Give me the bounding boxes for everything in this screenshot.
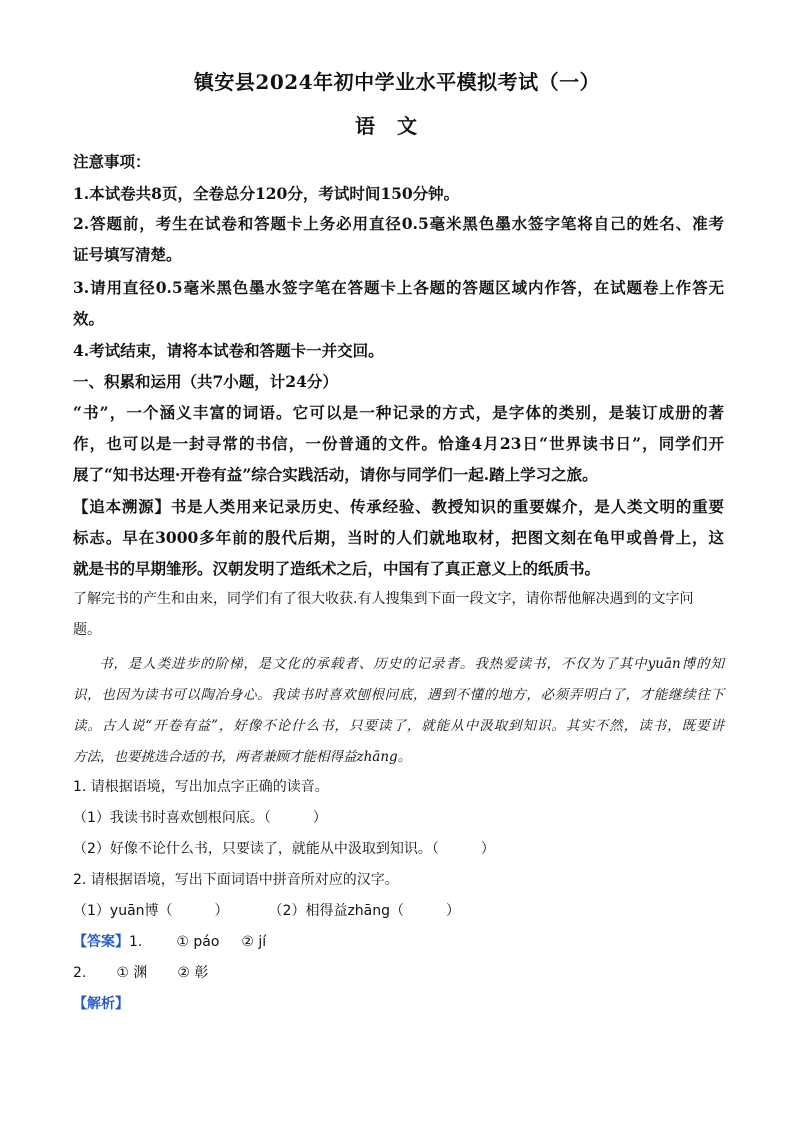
subject-title: 语文: [355, 114, 439, 138]
trace-line-2: 标志。早在3000多年前的殷代后期，当时的人们就地取材，把图文刻在龟甲或兽骨上，这: [73, 528, 724, 547]
section-heading: 一、积累和运用（共7小题，计24分）: [73, 372, 338, 391]
answer-2-part-b: ② 彰: [177, 965, 209, 981]
notice-item-2-line-1: 2.答题前，考生在试卷和答题卡上务必用直径0.5毫米黑色墨水签字笔将自己的姓名、准考: [73, 214, 724, 233]
intro-line-3: 展了“知书达理·开卷有益”综合实践活动，请你与同学们一起.踏上学习之旅。: [73, 465, 598, 484]
task-line-2: 题。: [73, 622, 101, 638]
answer-2-number: 2.: [73, 965, 87, 981]
answer-1-part-a: ① páo: [176, 934, 220, 950]
answer-row-2: [73, 962, 724, 982]
notice-item-2-line-2: 证号填写清楚。: [73, 245, 182, 264]
question-2-sub-1: （1）yuān博（ ）: [73, 903, 229, 919]
trace-line-1: 【追本溯源】书是人类用来记录历史、传承经验、教授知识的重要媒介，是人类文明的重要: [73, 497, 724, 516]
answer-2-part-a: ① 渊: [116, 965, 148, 981]
analysis-label: 【解析】: [73, 996, 129, 1012]
question-1-sub-2: （2）好像不论什么书，只要读了，就能从中汲取到知识。（ ）: [73, 841, 495, 857]
notice-item-3-line-1: 3.请用直径0.5毫米黑色墨水签字笔在答题卡上各题的答题区域内作答，在试题卷上作答无: [73, 278, 724, 297]
notice-heading: 注意事项：: [73, 152, 151, 171]
answer-1-part-b: ② jí: [241, 934, 267, 950]
answer-1-number: 1.: [129, 934, 143, 950]
passage-line-3: 读。古人说“开卷有益”，好像不论什么书，只要读了，就能从中汲取到知识。其实不然，读书，既要讲: [73, 718, 724, 734]
question-2-sub-2: （2）相得益zhāng（ ）: [268, 903, 460, 919]
passage-line-4: 方法，也要挑选合适的书，两者兼顾才能相得益zhāng。: [73, 749, 412, 765]
analysis-row: [73, 993, 724, 1013]
trace-line-3: 就是书的早期雏形。汉朝发明了造纸术之后，中国有了真正意义上的纸质书。: [73, 559, 601, 578]
answer-label: 【答案】: [73, 934, 129, 950]
question-2-subs: [73, 900, 724, 920]
question-1-sub-1: （1）我读书时喜欢刨根问底。（ ）: [73, 810, 327, 826]
question-2: 2. 请根据语境，写出下面词语中拼音所对应的汉字。: [73, 872, 399, 888]
passage-line-2: 识，也因为读书可以陶冶身心。我读书时喜欢刨根问底，遇到不懂的地方，必须弄明白了，才能继续往下: [73, 687, 724, 703]
question-1: 1. 请根据语境，写出加点字正确的读音。: [73, 779, 329, 795]
intro-line-2: 作，也可以是一封寻常的书信，一份普通的文件。恰逢4月23日“世界读书日”，同学们开: [73, 434, 724, 453]
answer-row-1: [73, 931, 724, 951]
notice-item-4: 4.考试结束，请将本试卷和答题卡一并交回。: [73, 341, 384, 360]
notice-item-1: 1.本试卷共8页，全卷总分120分，考试时间150分钟。: [73, 184, 460, 203]
notice-item-3-line-2: 效。: [73, 309, 105, 328]
exam-title: 镇安县2024年初中学业水平模拟考试（一）: [193, 70, 601, 94]
passage-line-1: 书，是人类进步的阶梯，是文化的承载者、历史的记录者。我热爱读书，不仅为了其中yuān博的知: [99, 656, 724, 672]
task-line-1: 了解完书的产生和由来，同学们有了很大收获.有人搜集到下面一段文字，请你帮他解决遇到的文字问: [73, 591, 694, 607]
intro-line-1: “书”，一个涵义丰富的词语。它可以是一种记录的方式，是字体的类别，是装订成册的著: [73, 403, 724, 422]
